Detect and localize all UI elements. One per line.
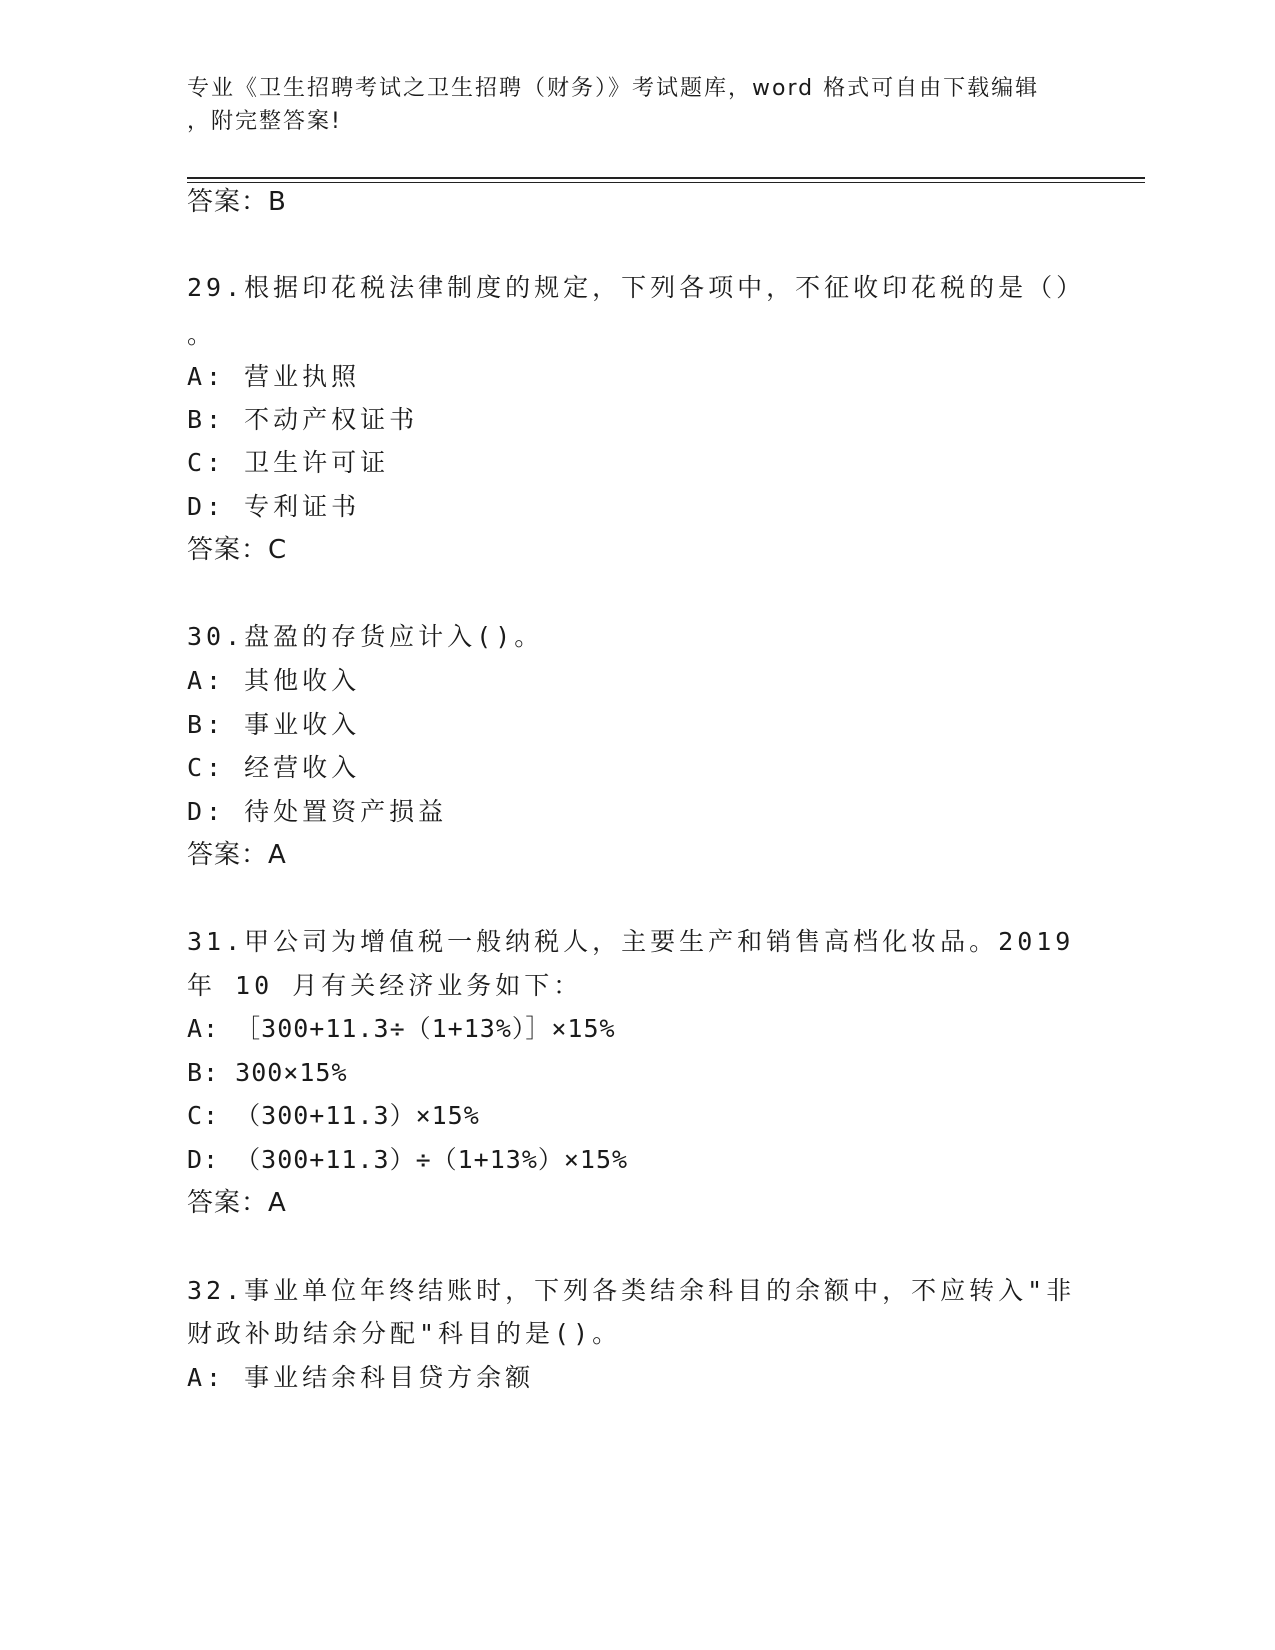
option-a: A: 营业执照 bbox=[187, 362, 361, 391]
question-stem-continued: 。 bbox=[187, 320, 217, 349]
question-stem: 29.根据印花税法律制度的规定，下列各项中，不征收印花税的是（） bbox=[187, 273, 1086, 302]
option-b: B: 不动产权证书 bbox=[187, 405, 419, 434]
previous-answer: 答案：B bbox=[187, 187, 287, 217]
option-a: A: ［300+11.3÷（1+13%）］×15% bbox=[187, 1014, 616, 1043]
option-a: A: 事业结余科目贷方余额 bbox=[187, 1363, 535, 1392]
option-d: D: 专利证书 bbox=[187, 492, 361, 521]
answer: 答案：A bbox=[187, 840, 287, 870]
document-header bbox=[187, 72, 1067, 138]
answer: 答案：A bbox=[187, 1188, 287, 1218]
header-rule-thick bbox=[187, 177, 1145, 179]
question-stem-continued: 财政补助结余分配"科目的是()。 bbox=[187, 1319, 622, 1348]
header-line-2: ，附完整答案! bbox=[187, 109, 342, 134]
option-c: C: 经营收入 bbox=[187, 753, 361, 782]
option-d: D: 待处置资产损益 bbox=[187, 797, 448, 826]
option-d: D: （300+11.3）÷（1+13%）×15% bbox=[187, 1145, 629, 1174]
question-stem: 31.甲公司为增值税一般纳税人，主要生产和销售高档化妆品。2019 bbox=[187, 927, 1075, 956]
question-stem-continued: 年 10 月有关经济业务如下： bbox=[187, 971, 583, 1000]
option-a: A: 其他收入 bbox=[187, 666, 361, 695]
header-line-1: 专业《卫生招聘考试之卫生招聘（财务）》考试题库，word 格式可自由下载编辑 bbox=[187, 76, 1040, 101]
option-b: B: 300×15% bbox=[187, 1058, 348, 1087]
option-c: C: 卫生许可证 bbox=[187, 448, 390, 477]
question-stem: 30.盘盈的存货应计入()。 bbox=[187, 622, 544, 651]
option-c: C: （300+11.3）×15% bbox=[187, 1101, 480, 1130]
question-stem: 32.事业单位年终结账时，下列各类结余科目的余额中，不应转入"非 bbox=[187, 1276, 1076, 1305]
option-b: B: 事业收入 bbox=[187, 710, 361, 739]
answer: 答案：C bbox=[187, 535, 288, 565]
header-rule-thin bbox=[187, 182, 1145, 183]
